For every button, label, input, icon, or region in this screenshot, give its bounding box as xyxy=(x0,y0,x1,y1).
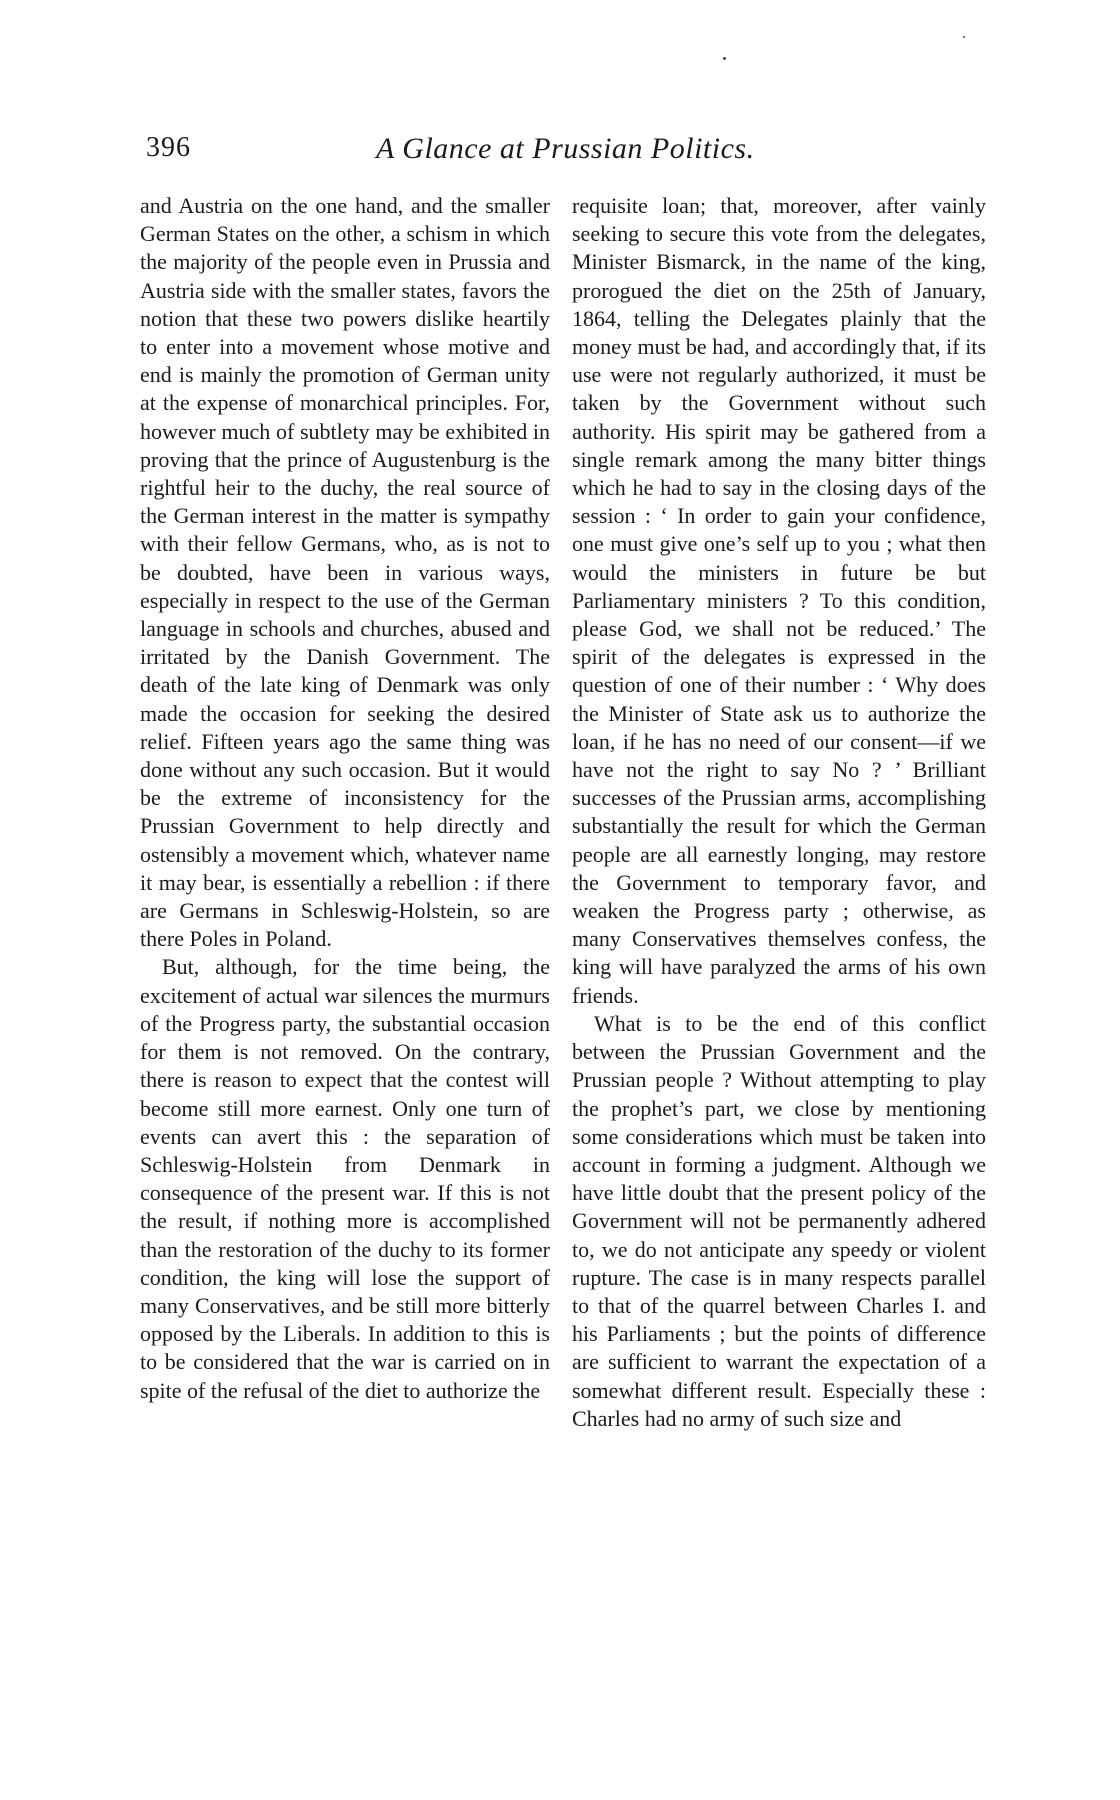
page-number: 396 xyxy=(146,132,191,163)
page-header xyxy=(146,132,986,172)
paragraph: What is to be the end of this conflict between the Prussian Government and the Prussian people ? Without attempting to play the prophet’s part, we close by mentioning some considerations which must be taken into account in forming a judgment. Although we have little doubt that the present policy of the Government will not be permanently adhered to, we do not anticipate any speedy or violent rupture. The case is in many respects parallel to that of the quarrel between Charles I. and his Parliaments ; but the points of difference are sufficient to warrant the expectation of a somewhat different result. Especially these : Charles had no army of such size and xyxy=(572,1010,986,1431)
paper-speck xyxy=(723,57,726,60)
paragraph: requisite loan; that, moreover, after vainly seeking to secure this vote from the delegates, Minister Bismarck, in the name of the king, prorogued the diet on the 25th of January, 1864, telling the Delegates plainly that the money must be had, and accordingly that, if its use were not regularly authorized, it must be taken by the Government without such authority. His spirit may be gathered from a single remark among the many bitter things which he had to say in the closing days of the session : ‘ In order to gain your confidence, one must give one’s self up to you ; what then would the ministers in future be but Parliamentary ministers ? To this condition, please God, we shall not be reduced.’ The spirit of the delegates is expressed in the question of one of their number : ‘ Why does the Minister of State ask us to authorize the loan, if he has no need of our consent—if we have not the right to say No ? ’ Brilliant successes of the Prussian arms, accomplishing substantially the result for which the German people are all earnestly longing, may restore the Government to temporary favor, and weaken the Progress party ; otherwise, as many Conservatives themselves confess, the king will have paralyzed the arms of his own friends. xyxy=(572,193,986,1008)
paper-speck xyxy=(963,36,965,38)
paragraph: and Austria on the one hand, and the smaller German States on the other, a schism in which the majority of the people even in Prussia and Austria side with the smaller states, favors the notion that these two powers dislike heartily to enter into a movement whose motive and end is mainly the promotion of German unity at the expense of monarchical principles. For, however much of subtlety may be exhibited in proving that the prince of Augustenburg is the rightful heir to the duchy, the real source of the German interest in the matter is sympathy with their fellow Germans, who, as is not to be doubted, have been in various ways, especially in respect to the use of the German language in schools and churches, abused and irritated by the Danish Government. The death of the late king of Denmark was only made the occasion for seeking the desired relief. Fifteen years ago the same thing was done without any such occasion. But it would be the extreme of inconsistency for the Prussian Government to help directly and ostensibly a movement which, whatever name it may bear, is essentially a rebellion : if there are Germans in Schleswig-Holstein, so are there Poles in Poland. xyxy=(140,193,550,952)
paragraph: But, although, for the time being, the excitement of actual war silences the murmurs of the Progress party, the substantial occasion for them is not removed. On the contrary, there is reason to expect that the contest will become still more earnest. Only one turn of events can avert this : the separation of Schleswig-Holstein from Denmark in consequence of the present war. If this is not the result, if nothing more is accomplished than the restoration of the duchy to its former condition, the king will lose the support of many Conservatives, and be still more bitterly opposed by the Liberals. In addition to this is to be considered that the war is carried on in spite of the refusal of the diet to authorize the xyxy=(140,954,550,1403)
right-column xyxy=(572,192,986,1433)
running-title: A Glance at Prussian Politics. xyxy=(376,132,755,165)
left-column xyxy=(140,192,550,1405)
